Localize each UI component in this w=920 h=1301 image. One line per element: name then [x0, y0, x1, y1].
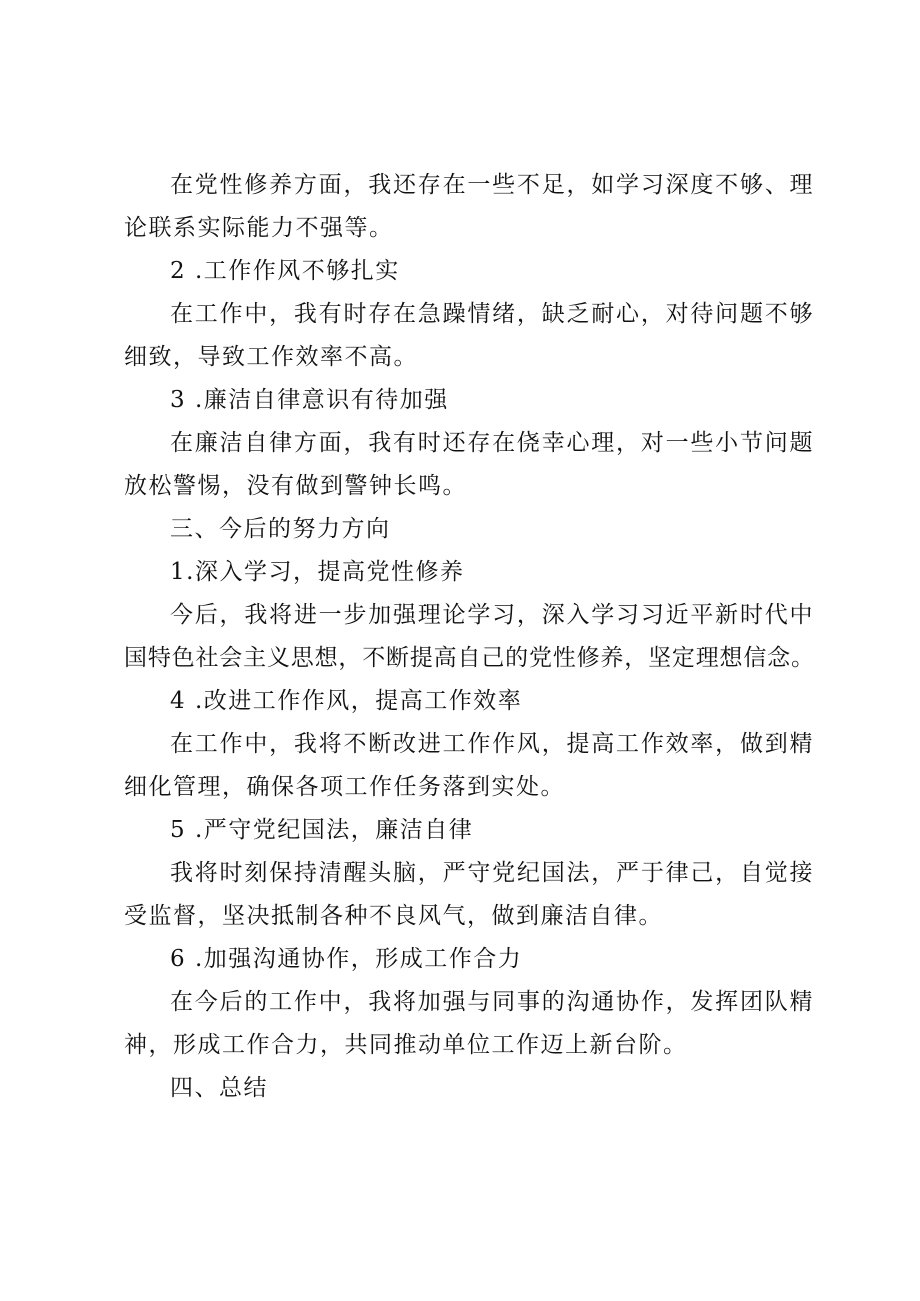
paragraph-line: 在党性修养方面，我还存在一些不足，如学习深度不够、理	[170, 172, 814, 198]
paragraph-line: 在工作中，我将不断改进工作作风，提高工作效率，做到精	[170, 731, 814, 757]
section-heading: 1.深入学习，提高党性修养	[170, 559, 465, 585]
chapter-heading: 三、今后的努力方向	[170, 516, 391, 542]
section-heading: 2 .工作作风不够扎实	[170, 258, 400, 284]
chapter-heading: 四、总结	[170, 1075, 268, 1101]
paragraph-line: 论联系实际能力不强等。	[124, 215, 394, 241]
paragraph-line: 受监督，坚决抵制各种不良风气，做到廉洁自律。	[124, 903, 663, 929]
paragraph-line: 神，形成工作合力，共同推动单位工作迈上新台阶。	[124, 1032, 688, 1058]
section-heading: 3 .廉洁自律意识有待加强	[170, 387, 449, 413]
paragraph-line: 今后，我将进一步加强理论学习，深入学习习近平新时代中	[170, 602, 814, 628]
section-heading: 5 .严守党纪国法，廉洁自律	[170, 817, 474, 843]
paragraph-line: 在工作中，我有时存在急躁情绪，缺乏耐心，对待问题不够	[170, 301, 814, 327]
paragraph-line: 细致，导致工作效率不高。	[124, 344, 418, 370]
paragraph-line: 我将时刻保持清醒头脑，严守党纪国法，严于律己，自觉接	[170, 860, 814, 886]
section-heading: 6 .加强沟通协作，形成工作合力	[170, 946, 523, 972]
paragraph-line: 细化管理，确保各项工作任务落到实处。	[124, 774, 565, 800]
section-heading: 4 .改进工作作风，提高工作效率	[170, 688, 523, 714]
paragraph-line: 国特色社会主义思想，不断提高自己的党性修养，坚定理想信念。	[124, 645, 814, 671]
paragraph-line: 在廉洁自律方面，我有时还存在侥幸心理，对一些小节问题	[170, 430, 814, 456]
paragraph-line: 放松警惕，没有做到警钟长鸣。	[124, 473, 467, 499]
paragraph-line: 在今后的工作中，我将加强与同事的沟通协作，发挥团队精	[170, 989, 814, 1015]
